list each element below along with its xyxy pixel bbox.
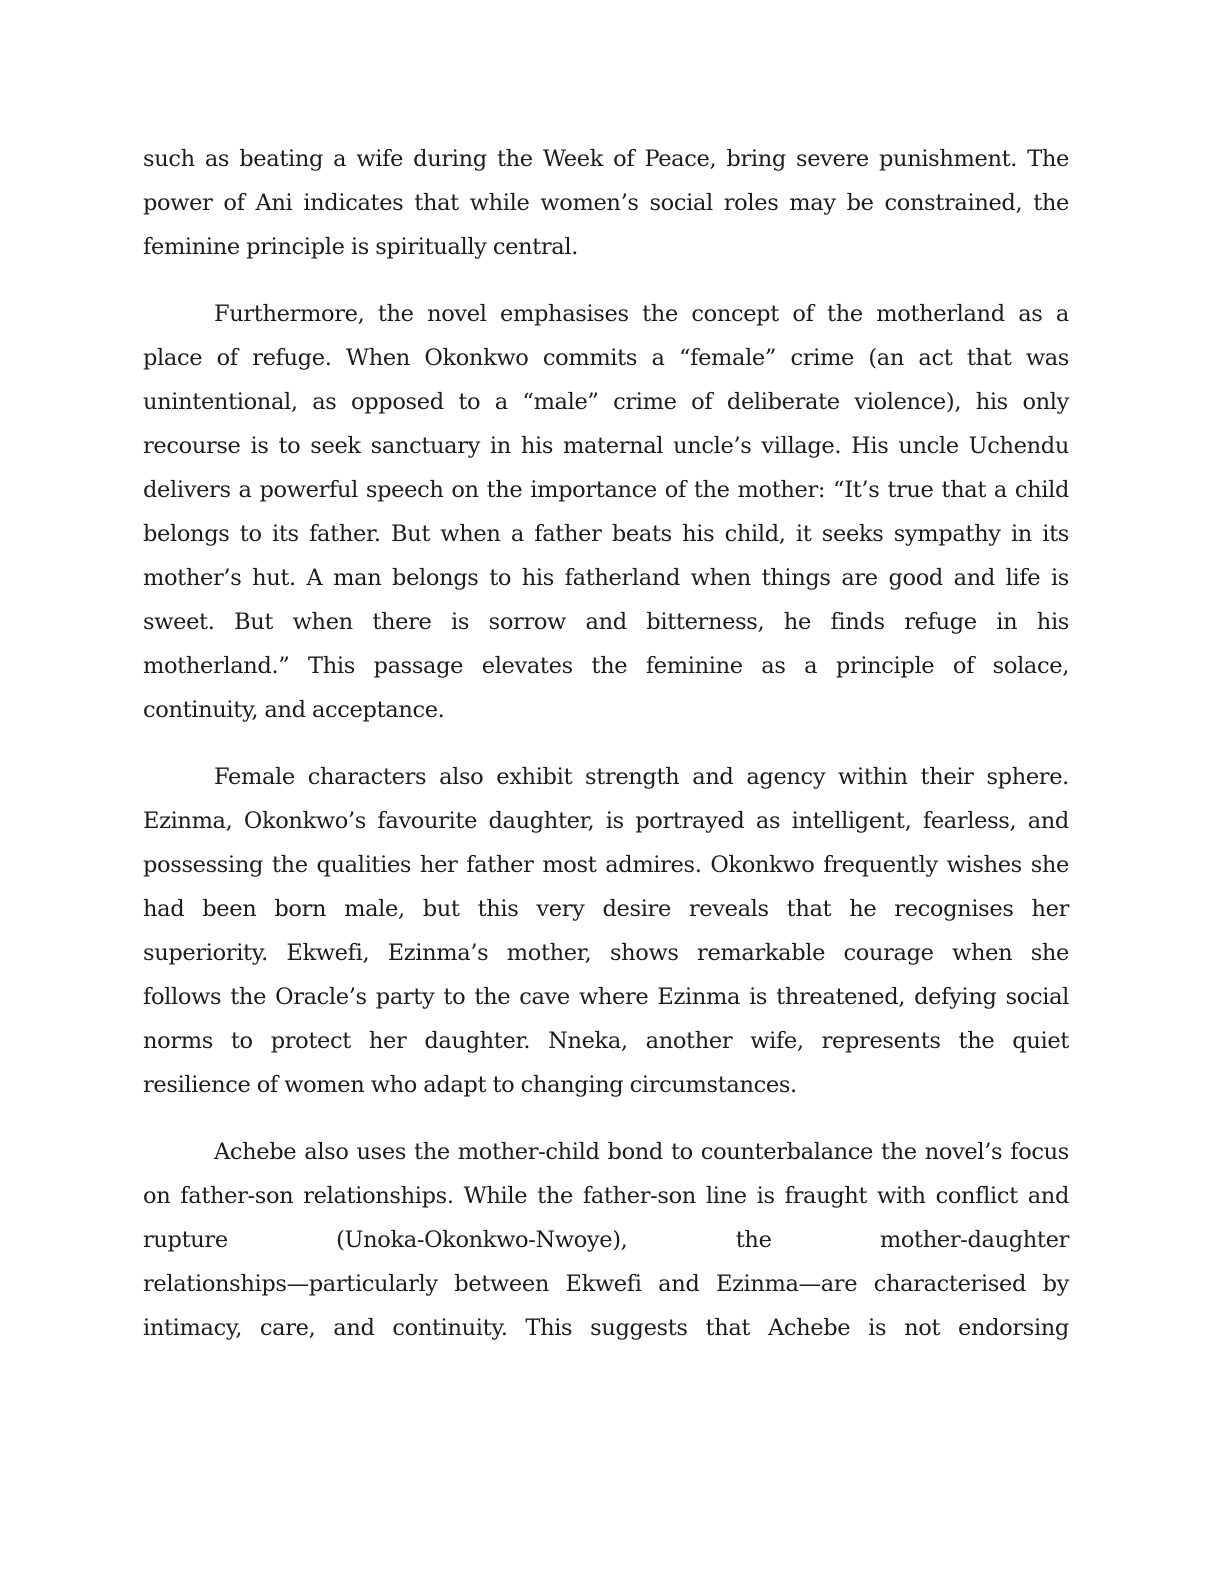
paragraph-female-agency bbox=[143, 755, 1069, 1107]
text-line: had been born male, but this very desire reveals that he recognises her bbox=[143, 896, 1069, 922]
text-line: on father-son relationships. While the father-son line is fraught with conflict and bbox=[143, 1183, 1069, 1209]
text-line: recourse is to seek sanctuary in his maternal uncle’s village. His uncle Uchendu bbox=[143, 433, 1069, 459]
text-line: sweet. But when there is sorrow and bitterness, he finds refuge in his bbox=[143, 609, 1069, 635]
text-line: follows the Oracle’s party to the cave where Ezinma is threatened, defying social bbox=[143, 984, 1069, 1010]
text-line: such as beating a wife during the Week of Peace, bring severe punishment. The bbox=[143, 146, 1069, 172]
text-line: unintentional, as opposed to a “male” crime of deliberate violence), his only bbox=[143, 389, 1069, 415]
text-line: rupture (Unoka-Okonkwo-Nwoye), the mother-daughter bbox=[143, 1227, 1069, 1253]
text-line: power of Ani indicates that while women’s social roles may be constrained, the bbox=[143, 190, 1069, 216]
text-line: place of refuge. When Okonkwo commits a “female” crime (an act that was bbox=[143, 345, 1069, 371]
text-line: feminine principle is spiritually central. bbox=[143, 234, 578, 260]
text-line: Furthermore, the novel emphasises the concept of the motherland as a bbox=[214, 301, 1069, 327]
text-line: norms to protect her daughter. Nneka, another wife, represents the quiet bbox=[143, 1028, 1069, 1054]
text-line: belongs to its father. But when a father beats his child, it seeks sympathy in its bbox=[143, 521, 1069, 547]
text-line: Female characters also exhibit strength and agency within their sphere. bbox=[214, 764, 1069, 790]
text-line: Achebe also uses the mother-child bond to counterbalance the novel’s focus bbox=[214, 1139, 1069, 1165]
paragraph-mother-child-bond bbox=[143, 1130, 1069, 1350]
text-line: possessing the qualities her father most admires. Okonkwo frequently wishes she bbox=[143, 852, 1069, 878]
text-line: delivers a powerful speech on the importance of the mother: “It’s true that a child bbox=[143, 477, 1069, 503]
document-page bbox=[143, 137, 1069, 1373]
text-line: superiority. Ekwefi, Ezinma’s mother, shows remarkable courage when she bbox=[143, 940, 1069, 966]
text-line: Ezinma, Okonkwo’s favourite daughter, is portrayed as intelligent, fearless, and bbox=[143, 808, 1069, 834]
text-line: motherland.” This passage elevates the feminine as a principle of solace, bbox=[143, 653, 1069, 679]
paragraph-motherland-refuge bbox=[143, 292, 1069, 732]
text-line: resilience of women who adapt to changing circumstances. bbox=[143, 1072, 797, 1098]
paragraph-ani-power bbox=[143, 137, 1069, 269]
text-line: mother’s hut. A man belongs to his fatherland when things are good and life is bbox=[143, 565, 1069, 591]
text-line: continuity, and acceptance. bbox=[143, 697, 445, 723]
text-line: relationships—particularly between Ekwefi and Ezinma—are characterised by bbox=[143, 1271, 1069, 1297]
text-line: intimacy, care, and continuity. This suggests that Achebe is not endorsing bbox=[143, 1315, 1069, 1341]
